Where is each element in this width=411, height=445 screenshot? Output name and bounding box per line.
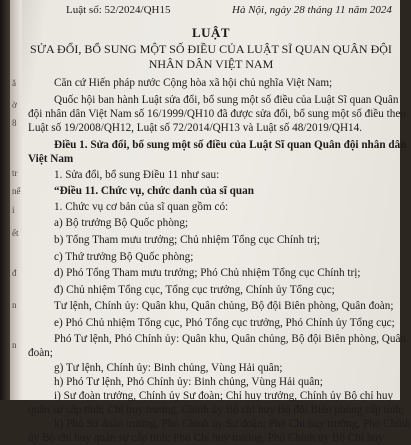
list-item: c) Thứ trưởng Bộ Quốc phòng; (54, 251, 194, 263)
list-item: i) Sư đoàn trưởng, Chính ủy Sư đoàn; Chỉ huy trưởng, Chính ủy Bộ chỉ huy (54, 390, 394, 402)
list-item: đ) Chủ nhiệm Tổng cục, Tổng cục trưởng, Chính ủy Tổng cục; (54, 284, 335, 296)
left-page-fragment: n (12, 340, 17, 350)
body-line: Luật số 19/2008/QH12, Luật số 72/2014/QH13 và Luật số 48/2019/QH14. (28, 122, 363, 134)
document-subtitle-line-1: SỬA ĐỔI, BỔ SUNG MỘT SỐ ĐIỀU CỦA LUẬT SĨ QUAN QUÂN ĐỘI (30, 42, 392, 56)
article-heading: Điều 1. Sửa đổi, bổ sung một số điều của Luật Sĩ quan Quân đội nhân dân (54, 139, 407, 151)
list-item: h) Phó Tư lệnh, Phó Chính ủy: Binh chủng, Vùng Hải quân; (54, 376, 323, 388)
list-item-cont: đoàn; (28, 347, 53, 359)
law-number: Luật số: 52/2024/QH15 (66, 4, 171, 16)
article-heading-cont: Việt Nam (28, 153, 74, 165)
document-page (22, 0, 411, 444)
list-item-cont: ủy Bộ chỉ huy quân sự cấp tỉnh; Phó Chỉ huy trưởng, Phó Chính ủy Bộ Chỉ huy (28, 432, 384, 444)
left-page-fragment: tr (12, 168, 18, 178)
left-page-fragment: đ (12, 268, 17, 278)
body-line: 1. Sửa đổi, bổ sung Điều 11 như sau: (54, 169, 220, 181)
article-title: “Điều 11. Chức vụ, chức danh của sĩ quan (54, 185, 254, 197)
left-page-fragment: n (12, 300, 17, 310)
body-line: 1. Chức vụ cơ bản của sĩ quan gồm có: (54, 201, 229, 213)
left-page-fragment: ết (12, 228, 19, 238)
list-item: k) Phó Sư đoàn trưởng, Phó Chính ủy Sư đoàn; Phó Chỉ huy trưởng, Phó Chính (54, 418, 411, 430)
body-line: Căn cứ Hiến pháp nước Cộng hòa xã hội chủ nghĩa Việt Nam; (54, 77, 333, 89)
left-page-fragment: nể (12, 186, 21, 196)
document-title: LUẬT (191, 25, 231, 40)
list-item: g) Tư lệnh, Chính ủy: Binh chủng, Vùng Hải quân; (54, 362, 283, 374)
list-item: e) Phó Chủ nhiệm Tổng cục, Phó Tổng cục trưởng, Phó Chính ủy Tổng cục; (54, 317, 395, 329)
list-item-cont: quân sự cấp tỉnh; Chỉ huy trưởng, Chính ủy Bộ chỉ huy Bộ đội Biên phòng cấp tỉnh; (28, 404, 405, 416)
body-line: đội nhân dân Việt Nam số 16/1999/QH10 đã được sửa đổi, bổ sung một số điều theo (28, 108, 406, 120)
left-page-fragment: i (12, 205, 15, 215)
list-item: b) Tổng Tham mưu trưởng; Chủ nhiệm Tổng cục Chính trị; (54, 234, 321, 246)
left-page-fragment: ờ (12, 100, 17, 110)
list-item: d) Phó Tổng Tham mưu trưởng; Phó Chủ nhiệm Tổng cục Chính trị; (54, 267, 361, 279)
body-line: Quốc hội ban hành Luật sửa đổi, bổ sung một số điều của Luật Sĩ quan Quân (54, 94, 399, 106)
list-item: a) Bộ trưởng Bộ Quốc phòng; (54, 217, 189, 229)
left-page-fragment: 8 (12, 118, 17, 128)
list-item-cont: Phó Tư lệnh, Phó Chính ủy: Quân khu, Quân chủng, Bộ đội Biên phòng, Quân (54, 333, 407, 345)
list-item-cont: Tư lệnh, Chính ủy: Quân khu, Quân chủng, Bộ đội Biên phòng, Quân đoàn; (54, 300, 394, 312)
issue-date: Hà Nội, ngày 28 tháng 11 năm 2024 (232, 4, 392, 16)
left-page-fragment: ă (12, 78, 16, 88)
document-subtitle-line-2: NHÂN DÂN VIỆT NAM (148, 57, 274, 71)
